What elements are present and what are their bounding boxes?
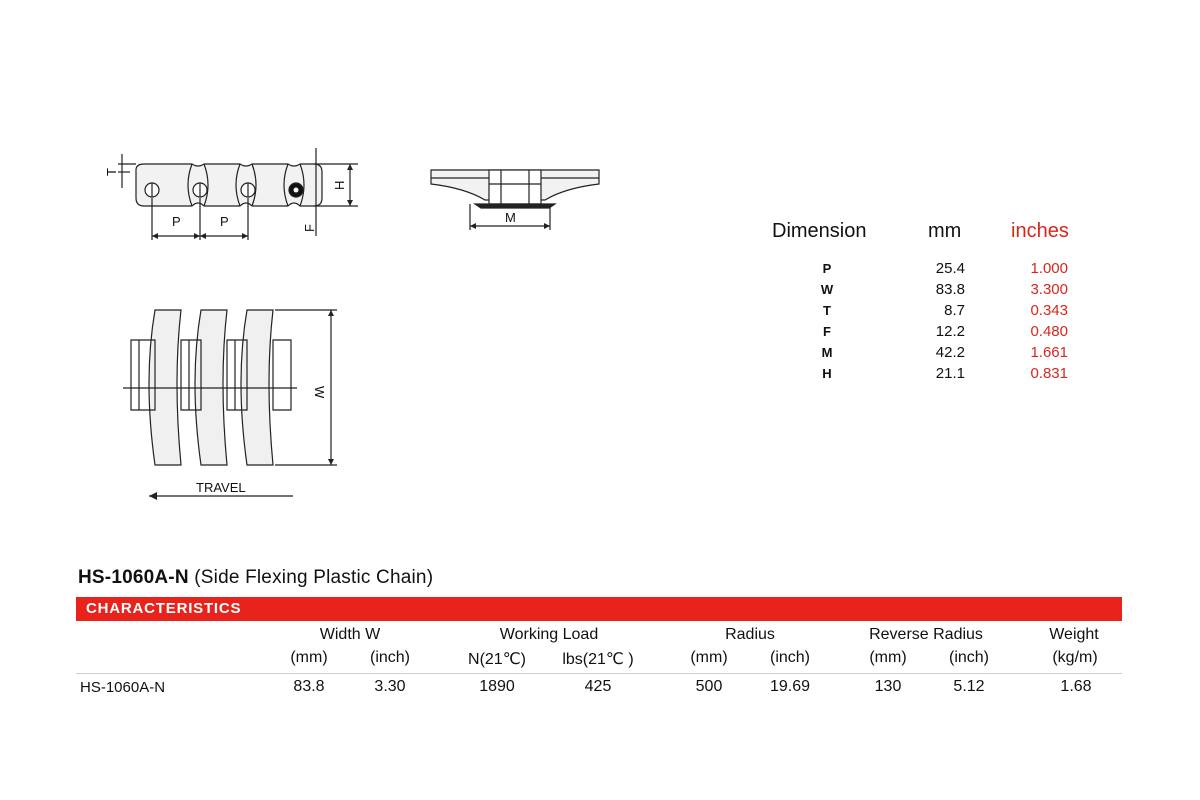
characteristics-bar [76, 597, 1122, 621]
chain-plan-view-drawing [115, 300, 355, 505]
label-w: W [312, 386, 327, 399]
dimension-inches: 1.661 [1030, 344, 1068, 361]
label-f: F [302, 224, 317, 232]
unit-width-mm: (mm) [290, 649, 328, 666]
dimension-row [770, 281, 1090, 302]
dimension-row [770, 323, 1090, 344]
header-weight: Weight [1049, 626, 1099, 643]
label-m: M [505, 210, 516, 225]
dimension-symbol: P [822, 261, 832, 276]
dimension-mm: 42.2 [935, 344, 965, 361]
product-description: (Side Flexing Plastic Chain) [194, 567, 434, 588]
product-model: HS-1060A-N [78, 567, 189, 588]
characteristics-label: CHARACTERISTICS [86, 600, 242, 617]
dimension-mm: 83.8 [935, 281, 965, 298]
unit-load-lbs: lbs(21℃ ) [562, 651, 634, 668]
dimension-inches: 0.343 [1030, 302, 1068, 319]
unit-radius-mm: (mm) [690, 649, 728, 666]
dimension-symbol: H [822, 366, 832, 381]
label-h: H [332, 180, 347, 190]
label-p2: P [220, 214, 229, 229]
row-reverse-mm: 130 [874, 678, 902, 695]
header-width: Width W [319, 626, 381, 643]
row-reverse-inch: 5.12 [953, 678, 985, 695]
row-load-n: 1890 [479, 678, 515, 695]
dimension-row [770, 302, 1090, 323]
dimension-inches: 0.480 [1030, 323, 1068, 340]
row-radius-mm: 500 [695, 678, 723, 695]
table-divider [76, 673, 1122, 674]
dimension-table-header [770, 220, 1090, 248]
header-reverse-radius: Reverse Radius [869, 626, 983, 643]
chain-side-view-drawing [100, 140, 370, 255]
row-weight: 1.68 [1060, 678, 1092, 695]
label-travel: TRAVEL [196, 480, 246, 495]
row-width-mm: 83.8 [293, 678, 325, 695]
dimension-inches: 1.000 [1030, 260, 1068, 277]
dimension-mm: 25.4 [935, 260, 965, 277]
dimension-symbol: M [821, 345, 833, 360]
dimension-mm: 8.7 [944, 302, 965, 319]
unit-load-n: N(21℃) [468, 651, 526, 668]
dimension-mm: 12.2 [935, 323, 965, 340]
header-inches: inches [1011, 220, 1069, 242]
dimension-inches: 3.300 [1030, 281, 1068, 298]
unit-reverse-inch: (inch) [948, 649, 990, 666]
header-radius: Radius [725, 626, 775, 643]
dimension-symbol: F [823, 324, 831, 339]
unit-reverse-mm: (mm) [869, 649, 907, 666]
label-t: T [104, 168, 119, 176]
dimension-row [770, 260, 1090, 281]
row-width-inch: 3.30 [374, 678, 406, 695]
dimension-row [770, 365, 1090, 386]
product-title [78, 567, 433, 589]
chain-end-view-drawing [425, 160, 615, 245]
row-load-lbs: 425 [584, 678, 612, 695]
header-working-load: Working Load [499, 626, 599, 643]
header-dimension: Dimension [772, 220, 867, 242]
dimension-mm: 21.1 [935, 365, 965, 382]
unit-weight: (kg/m) [1052, 649, 1098, 666]
dimension-inches: 0.831 [1030, 365, 1068, 382]
unit-width-inch: (inch) [369, 649, 411, 666]
label-p1: P [172, 214, 181, 229]
unit-radius-inch: (inch) [769, 649, 811, 666]
dimension-table [770, 220, 1090, 386]
dimension-symbol: W [820, 282, 834, 297]
header-mm: mm [928, 220, 962, 242]
row-model: HS-1060A-N [80, 679, 166, 696]
row-radius-inch: 19.69 [769, 678, 811, 695]
dimension-symbol: T [823, 303, 831, 318]
dimension-row [770, 344, 1090, 365]
